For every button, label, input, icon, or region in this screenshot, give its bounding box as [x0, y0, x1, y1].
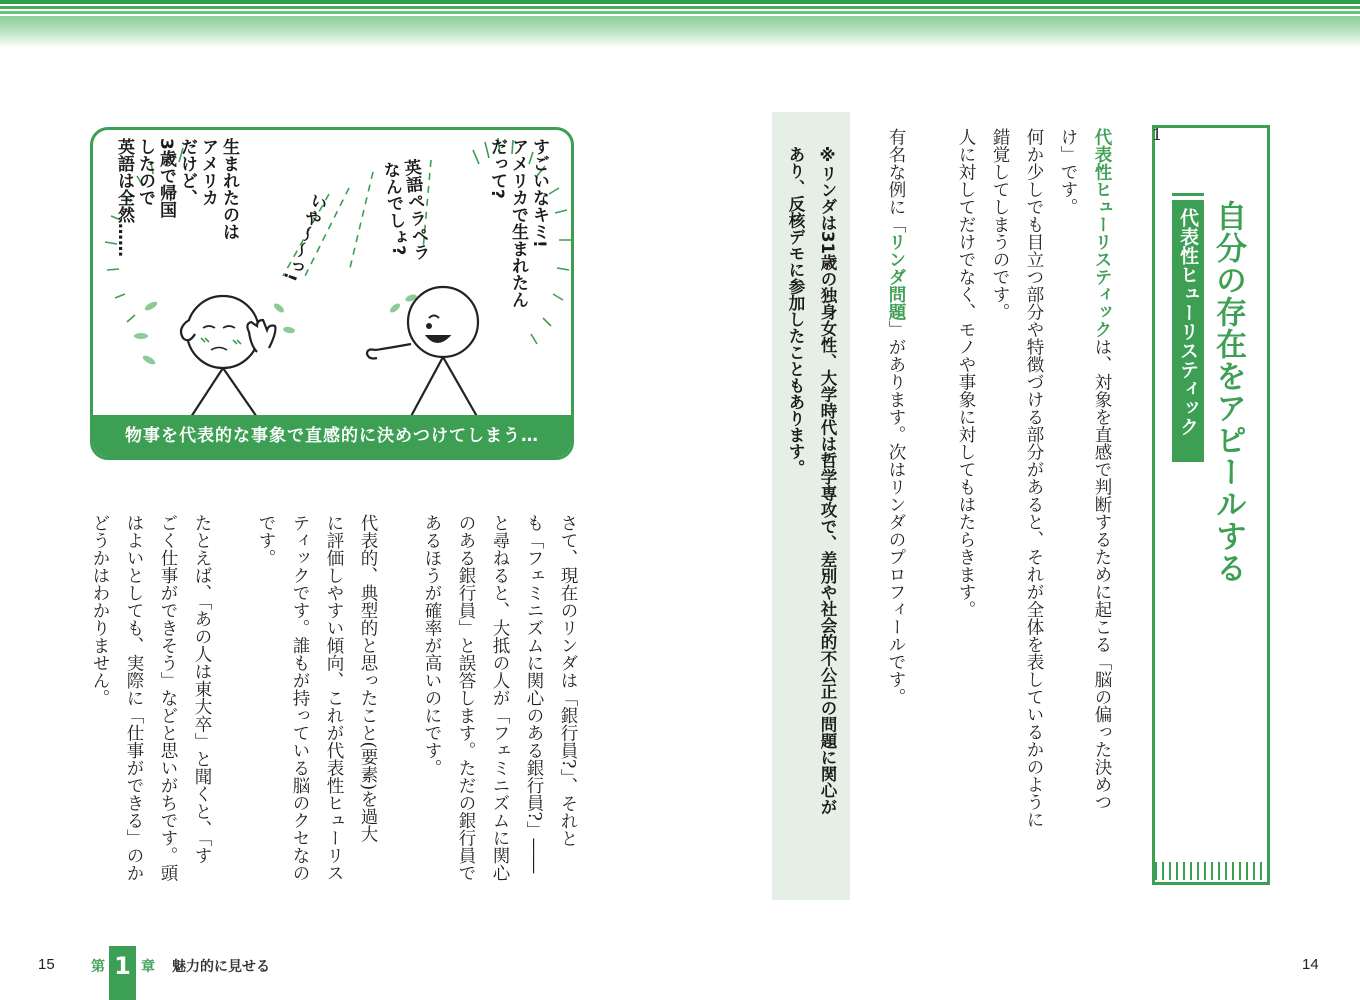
- left-body-column-6: 代表的、典型的と思ったこと(要素)を過大: [358, 514, 378, 843]
- section-number: 1: [1152, 125, 1163, 144]
- left-body-column-13: どうかはわかりません。: [90, 514, 110, 707]
- page-number-left: 15: [38, 956, 55, 973]
- chapter-suffix: 章: [141, 958, 155, 974]
- speech-line: したので: [135, 138, 155, 206]
- speech-line: なんでしょ?: [378, 160, 409, 257]
- speech-line: 英語は全然……: [114, 138, 134, 257]
- left-body-column-4: のある銀行員」と誤答します。ただの銀行員で: [456, 514, 476, 882]
- chapter-title: 魅力的に見せる: [172, 958, 270, 974]
- note-line-2: あり、反核デモに参加したこともあります。: [786, 146, 805, 476]
- illustration-panel: [90, 127, 574, 460]
- left-body-column-10: たとえば、「あの人は東大卒」と聞くと、「す: [192, 514, 212, 864]
- left-body-column-3: と尋ねると、大抵の人が「フェミニズムに関心: [490, 514, 510, 882]
- left-body-column-11: ごく仕事ができそう」などと思いがちです。頭: [158, 514, 178, 882]
- body-column-4: 錯覚してしまうのです。: [990, 128, 1010, 321]
- body-column-1: [1086, 128, 1118, 811]
- body-text: 」があります。次はリンダのプロフィールです。: [886, 320, 906, 706]
- illustration-caption: 物事を代表的な事象で直感的に決めつけてしまう…: [93, 415, 571, 457]
- chapter-prefix: 第: [91, 958, 105, 974]
- speech-line: 生まれたのは: [219, 138, 239, 240]
- speech-line: だって?: [487, 138, 507, 199]
- body-text: 有名な例に「: [886, 128, 906, 233]
- chapter-number-badge: 1: [109, 946, 136, 1000]
- decorative-ticks: [1155, 862, 1267, 880]
- body-text: は、対象を直感で判断するために起こる「脳の偏った決めつ: [1092, 338, 1112, 811]
- left-body-column-2: も「フェミニズムに関心のある銀行員?」――: [524, 514, 544, 874]
- left-body-column-8: ティックです。誰もが持っている脳のクセなの: [290, 514, 310, 882]
- section-subtitle: 代表性ヒューリスティック: [1177, 208, 1199, 436]
- body-column-6: [880, 128, 912, 706]
- body-column-2: け」です。: [1058, 128, 1078, 216]
- left-body-column-1: さて、現在のリンダは「銀行員?」、それと: [558, 514, 578, 848]
- speaker-figure: [367, 287, 479, 420]
- left-body-column-12: はよいとしても、実際に「仕事ができる」のか: [124, 514, 144, 882]
- speech-line: アメリカ: [198, 138, 218, 206]
- speech-speaker-1: [486, 138, 549, 308]
- speech-listener-1: いや〜〜っ!: [278, 189, 330, 284]
- page-number-right: 14: [1302, 956, 1319, 973]
- note-line-1: ※リンダは31歳の独身女性、大学時代は哲学専攻で、差別や社会的不公正の問題に関心が: [818, 146, 837, 815]
- body-column-3: 何か少しでも目立つ部分や特徴づける部分があると、それが全体を表しているかのように: [1024, 128, 1044, 828]
- term-representativeness-heuristic: 代表性ヒューリスティック: [1092, 128, 1112, 338]
- speech-line: 英語ペラペラ: [399, 158, 431, 262]
- header-band: [0, 0, 1360, 48]
- left-body-column-5: あるほうが確率が高いのにです。: [422, 514, 442, 777]
- speech-line: だけど、: [177, 138, 197, 206]
- speech-line: アメリカで生まれたん: [508, 138, 528, 308]
- left-body-column-7: に評価しやすい傾向、これが代表性ヒューリス: [324, 514, 344, 882]
- speech-listener-2: [113, 138, 239, 257]
- body-column-5: 人に対してだけでなく、モノや事象に対してもはたらきます。: [956, 128, 976, 618]
- speech-line: 3歳で帰国: [156, 138, 176, 218]
- term-linda-problem: リンダ問題: [886, 233, 906, 321]
- section-title: 自分の存在をアピールする: [1210, 200, 1246, 584]
- section-number-rule: [1172, 193, 1204, 196]
- left-body-column-9: です。: [256, 514, 276, 567]
- speech-line: すごいなキミ!: [529, 138, 549, 248]
- listener-figure: [181, 296, 275, 420]
